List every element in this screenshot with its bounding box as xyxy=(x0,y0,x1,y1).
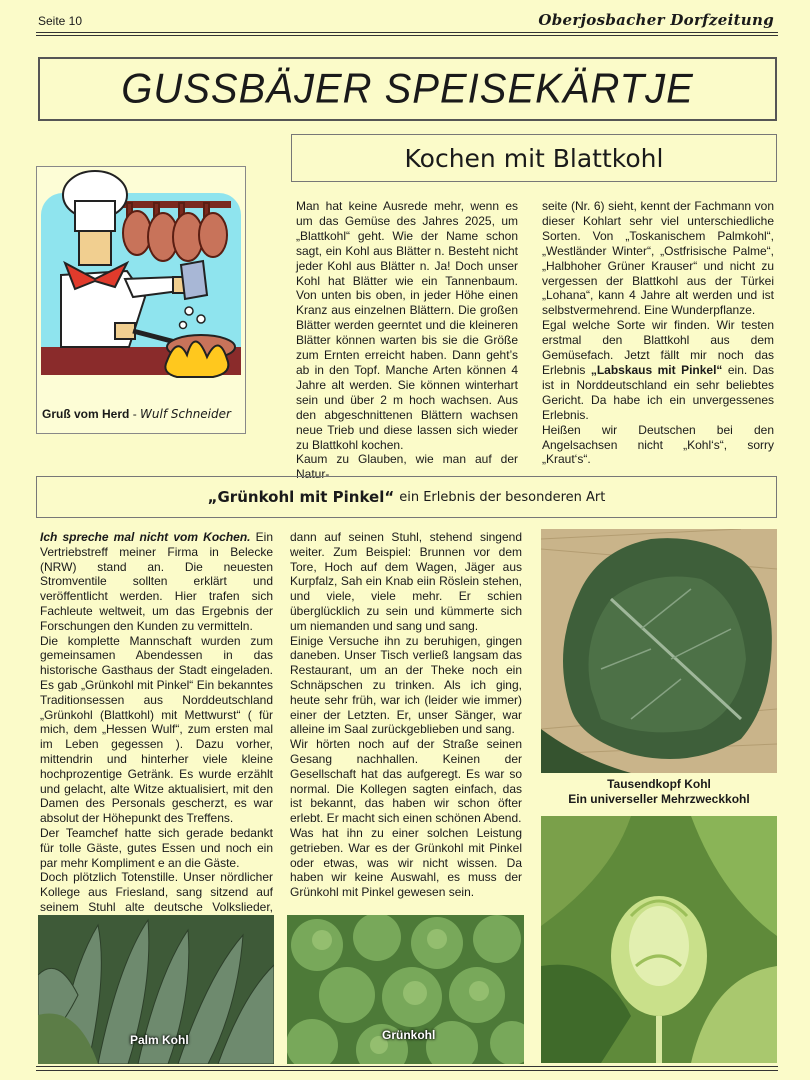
chef-illustration-frame xyxy=(36,166,246,434)
article-column-1 xyxy=(296,199,518,482)
tausendkopf-caption xyxy=(541,777,777,807)
bottom-rule xyxy=(36,1066,778,1067)
page-number: Seite 10 xyxy=(38,14,83,28)
tausendkopf-kohl-photo xyxy=(541,529,777,773)
article-title-box xyxy=(291,134,777,182)
article-paragraph: Was hat ihn zu einer solchen Leistung getrieben. War es der Grünkohl mit Pinkel oder etwas, was wir nicht wissen. Da haben wir keine Auswahl, es muss der Grünkohl mit Pinkel gewesen sein. xyxy=(290,825,522,900)
article-paragraph xyxy=(40,530,273,634)
story-column-2 xyxy=(290,530,522,900)
banner-subtitle: ein Erlebnis der besonderen Art xyxy=(399,489,606,505)
gruenkohl-photo xyxy=(287,915,524,1064)
bottom-rule-double xyxy=(36,1070,778,1071)
top-rule xyxy=(36,32,778,33)
palm-kohl-photo xyxy=(38,915,274,1064)
article-paragraph: dann auf seinen Stuhl, stehend singend weiter. Zum Beispiel: Brunnen vor dem Tore, Hoch auf dem Wagen, Jäger aus Kurpfalz, Sah ein Knab eiin Röslein stehen, und viele, viele mehr. Er schien überglücklich zu sein und kümmerte sich um niemanden und sang und sang. xyxy=(290,530,522,633)
chef-caption-author: Wulf Schneider xyxy=(140,407,231,421)
chef-caption-label: Gruß vom Herd xyxy=(42,407,130,421)
article-title: Kochen mit Blattkohl xyxy=(404,143,664,173)
page-title: GUSSBÄJER SPEISEKÄRTJE xyxy=(121,65,694,112)
article-paragraph: seite (Nr. 6) sieht, kennt der Fachmann von dieser Kohlart sehr viel unterschiedliche Sorten. Von „Toskanischem Palmkohl“, „Westländer Winter“, „Ostfrisische Palme“, „Halbhoher Grüner Krauser“ und nicht zu vergessen der Blattkohl aus der Türkei „Lohana“, kann 4 Jahre alt werden und ist selbstvermehrend. Eine Wunderpflanze. xyxy=(542,199,774,318)
article-column-2 xyxy=(542,199,774,467)
labskaus-highlight: „Labskaus mit Pinkel“ xyxy=(590,362,723,377)
banner-title: „Grünkohl mit Pinkel“ xyxy=(207,488,395,506)
palm-kohl-label: Palm Kohl xyxy=(130,1033,189,1047)
article-paragraph: Kaum zu Glauben, wie man auf der Natur- xyxy=(296,452,518,482)
top-rule-double xyxy=(36,35,778,36)
tausendkopf-caption-subtitle: Ein universeller Mehrzweckkohl xyxy=(568,792,750,806)
story-column-1 xyxy=(40,530,273,930)
article-paragraph: Die komplette Mannschaft wurden zum gemeinsamen Abendessen in das historische Gasthaus der Stadt eingeladen. Es gab „Grünkohl mit Pinkel“ Ein bekanntes Traditionsessen aus Norddeutschland „Grünkohl (Blattkohl) mit Mettwurst“ ( für mich, dem „Hessen Wulf“, zum ersten mal im Leben gegessen ). Dazu vorher, mittendrin und hinterher viele kleine hochprozentige Getränk. Es wurde erzählt und gelacht, alte Witze aktualisiert, mit den Damen des Personals gescherzt, es war absolut der Höhepunkt des Treffens. xyxy=(40,633,273,826)
tausendkopf-caption-title: Tausendkopf Kohl xyxy=(607,777,711,791)
article-paragraph: Doch plötzlich Totenstille. Unser nördlicher Kollege aus Friesland, sang sitzend auf seinem Stuhl alte deutsche Volkslieder, xyxy=(40,870,273,914)
paragraph-text: ein. Das ist in Norddeutschland ein sehr beliebtes Gericht. Da habe ich ein unvergessenes Erlebnis. xyxy=(542,362,775,422)
story-lead: Ich spreche mal nicht vom Kochen. xyxy=(40,530,251,544)
article-paragraph: Man hat keine Ausrede mehr, wenn es um das Gemüse des Jahres 2025, um „Blattkohl“ geht. Wie der Name schon sagt, ein Kohl aus Blätter n. Besteht nicht jeder Kohl aus Blätter n. Ja! Doch unser Kohl hat Blätter wie ein Tannenbaum. Von unten bis oben, in jeder Höhe einen Kranz aus einzelnen Blättern. Die großen Blätter werden geerntet und die kleineren Blätter können warten bis sie die Größe zum Ernten erreicht haben. Dann geht’s ab in den Topf. Manche Arten können 4 Jahre alt werden. Sie können winterhart sein und über 2 m hoch wachsen. Aus den abgeschnittenen Blättern wachsen neue Trieb und diese lassen sich wieder zu Blattkohl kochen. xyxy=(296,199,518,452)
article-paragraph: Heißen wir Deutschen bei den Angelsachsen nicht „Kohl‘s“, sorry „Kraut‘s“. xyxy=(542,422,774,467)
chef-caption-separator: - xyxy=(129,407,141,421)
article-paragraph: Der Teamchef hatte sich gerade bedankt für tolle Gäste, gutes Essen und noch ein par mehr Kompliment e an die Gäste. xyxy=(40,825,273,870)
paragraph-text: Egal welche Sorte wir finden. Wir testen erstmal den Blattkohl aus dem Gemüsefach. Jetzt fällt mir noch das Erlebnis xyxy=(542,318,774,377)
chef-cooking-icon xyxy=(37,167,245,403)
section-banner xyxy=(36,476,777,518)
gruenkohl-label: Grünkohl xyxy=(382,1028,436,1042)
masthead: Oberjosbacher Dorfzeitung xyxy=(538,11,774,29)
article-paragraph: Einige Versuche ihn zu beruhigen, gingen daneben. Unser Tisch verließ langsam das Restaurant, um an der Theke noch ein Schnäpschen zu trinken. Als ich ging, heute sehr früh, war ich (leider wie immer) einer der Letzten. Er, unser Sänger, war alleine im Saal zurückgeblieben und sang. xyxy=(290,633,522,737)
article-paragraph xyxy=(542,318,774,422)
article-paragraph: Wir hörten noch auf der Straße seinen Gesang nachhallen. Keinen der Gesellschaft hat das aufgeregt. Es war so normal. Die Kollegen sagten einfach, das ist bekannt, das haben wir schon öfter erlebt. Er macht sich einen schönen Abend. xyxy=(290,737,522,826)
blattkohl-closeup-photo xyxy=(541,816,777,1063)
page-title-box xyxy=(38,57,777,121)
paragraph-text: Ein Vertriebstreff meiner Firma in Belecke (NRW) stand an. Die neuesten Stromventile sollten erklärt und veröffentlicht werden. Hier trafen sich Fachleute weltweit, um das Ergebnis der Forschungen den Kunden zu vermitteln. xyxy=(40,530,273,633)
chef-caption xyxy=(42,407,231,421)
